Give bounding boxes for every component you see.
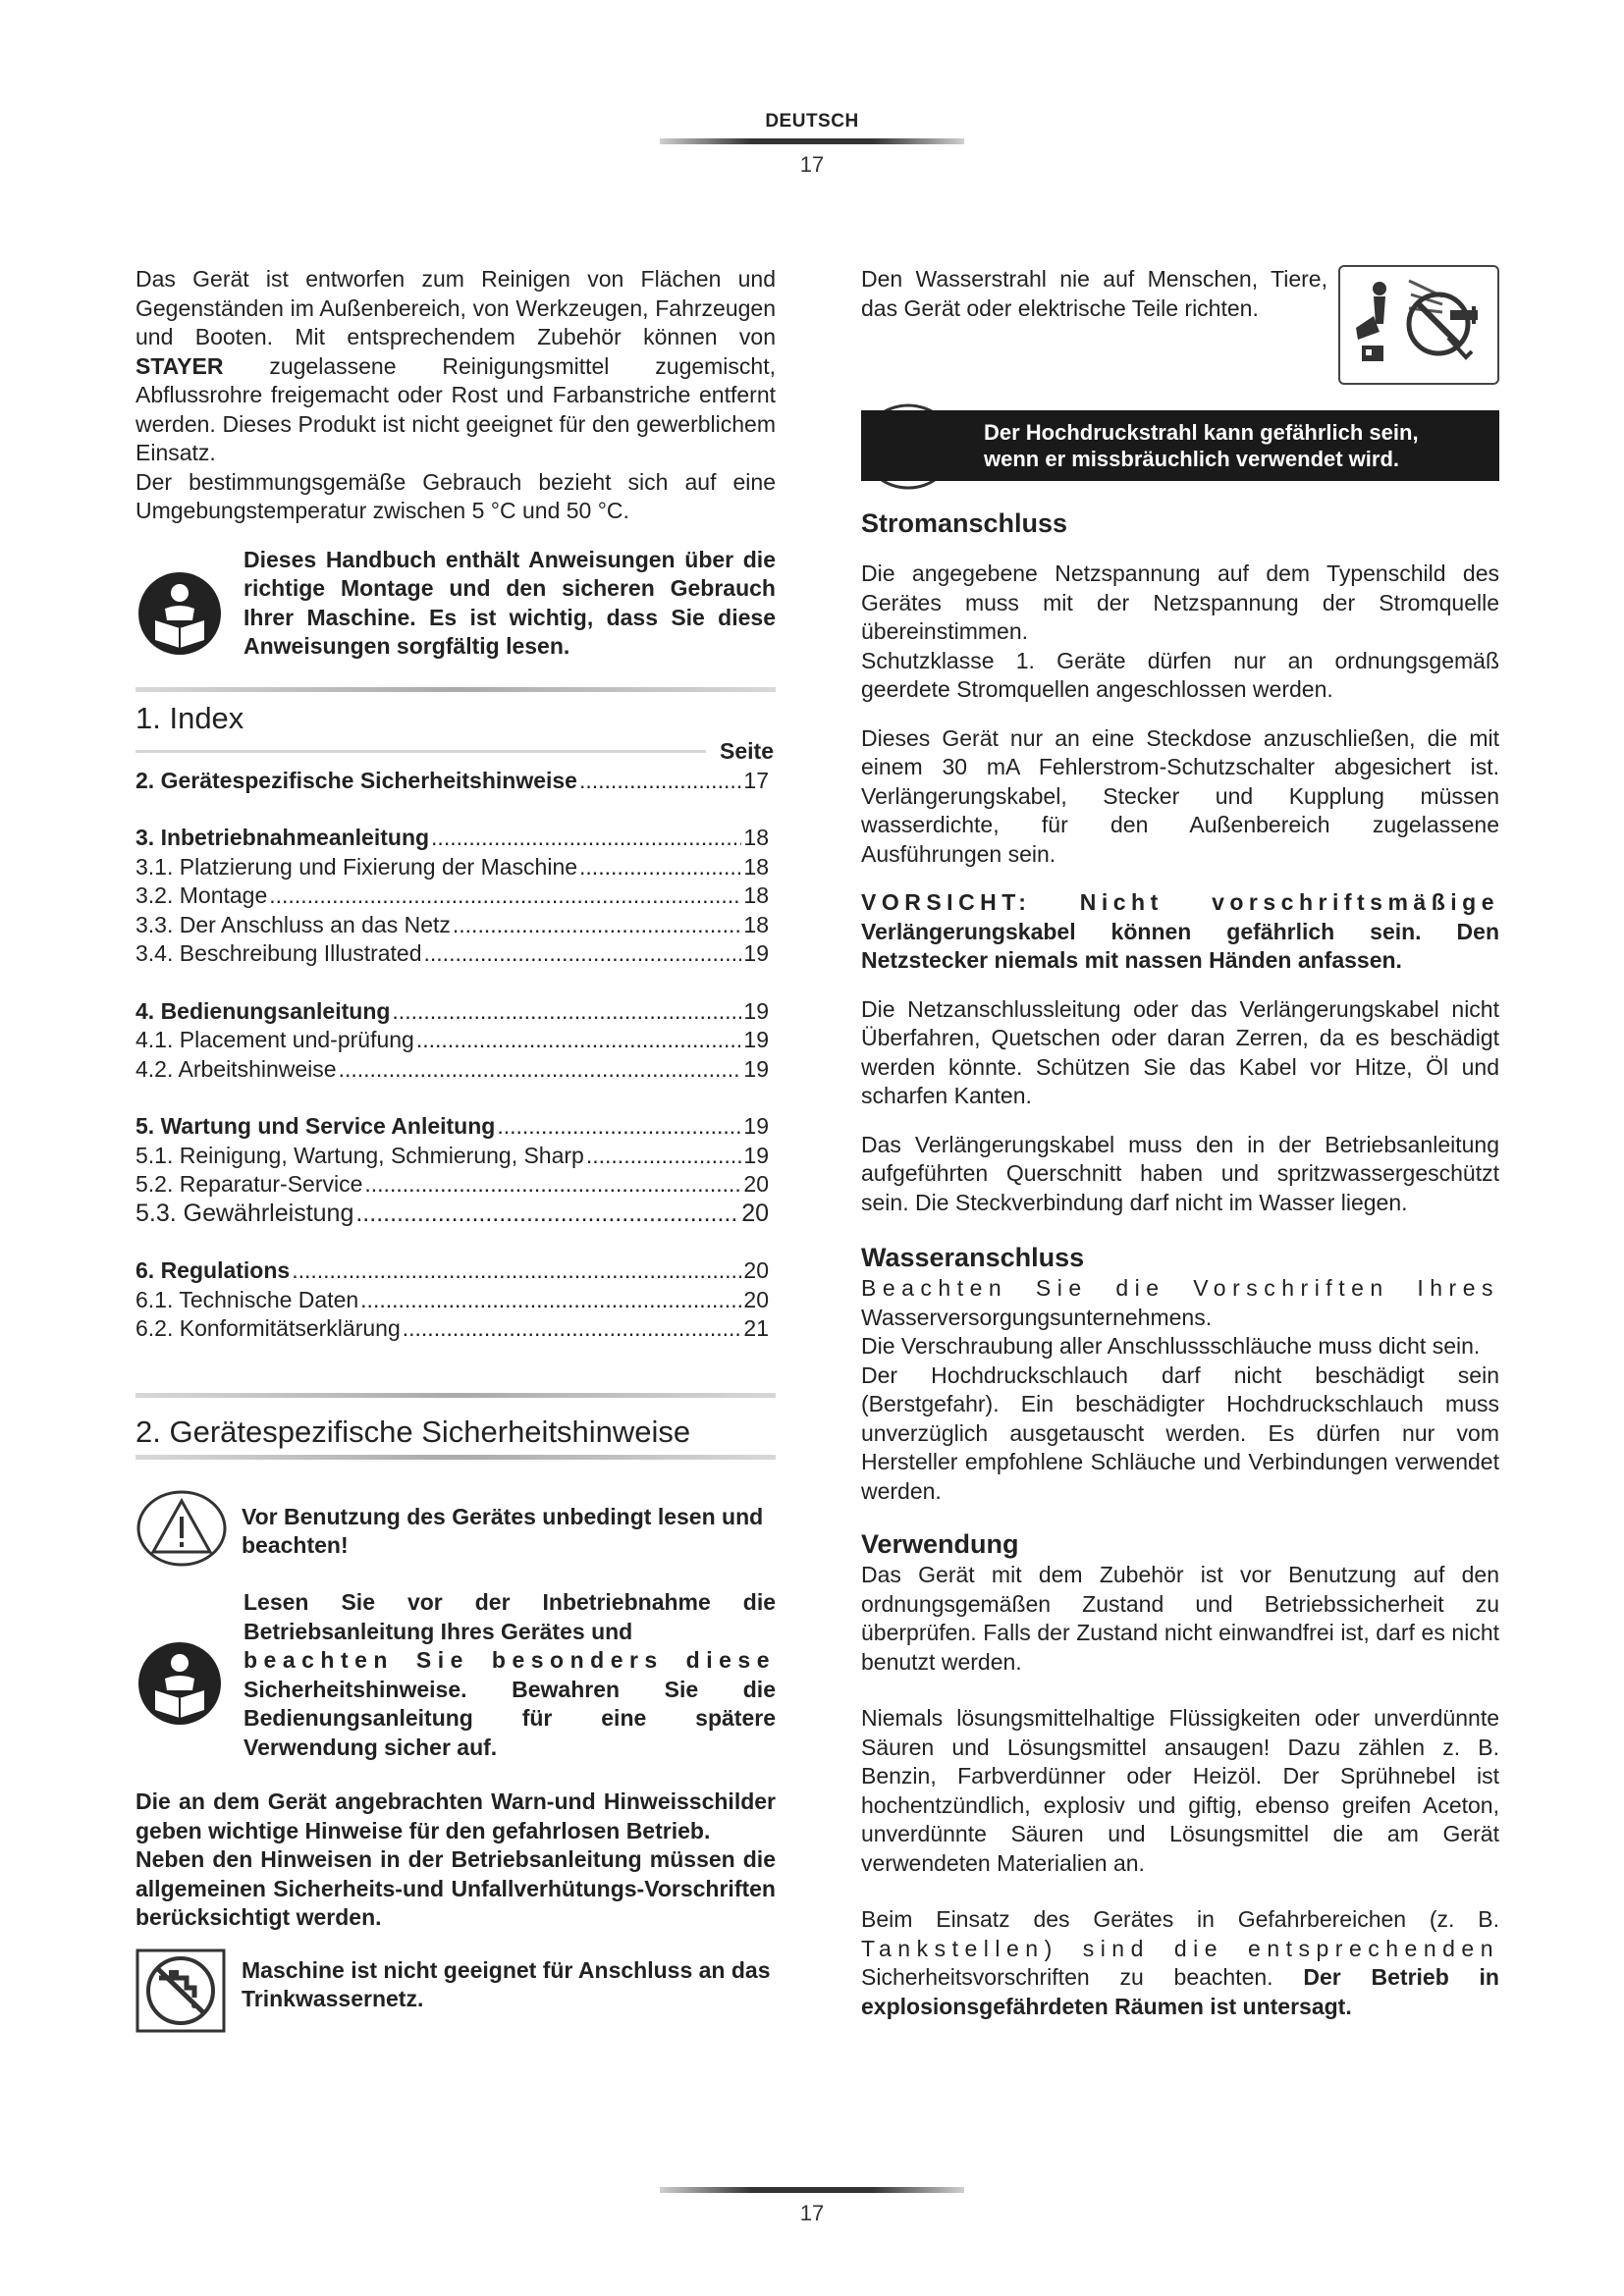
index-entry-label: 4. Bedienungsanleitung (135, 997, 391, 1024)
right-column (861, 265, 1499, 2021)
index-entry-label: 6.2. Konformitätserklärung (135, 1315, 401, 1341)
section2-title: 2. Gerätespezifische Sicherheitshinweise (135, 1414, 691, 1449)
index-title-underline (135, 750, 706, 753)
usage-paragraph-2: Niemals lösungsmittelhaltige Flüssigkeiten oder unverdünnte Säuren und Lösungsmittel ansaugen! Dazu zählen z. B. Benzin, Farbverdünner oder Heizöl. Der Sprühnebel ist hochentzündlich, explosiv und giftig, ebenso greifen Aceton, unverdünnte Säuren und Lösungsmittel die am Gerät verwendeten Materialien an. (861, 1705, 1499, 1876)
warning-note (135, 1489, 776, 1575)
warning-note-text: Vor Benutzung des Gerätes unbedingt lesen und beachten! (242, 1503, 764, 1558)
index-entry-page: 21 (743, 1315, 769, 1341)
index-entry (135, 1170, 769, 1200)
index-subheader (135, 737, 776, 767)
power-paragraph-2: Dieses Gerät nur an eine Steckdose anzuschließen, die mit einem 30 mA Fehlerstrom-Schutzschalter abgesichert ist. Verlängerungskabel, Stecker und Kupplung müssen wasserdichte, für den Außenbereich zugelassene Ausführungen sein. (861, 724, 1499, 867)
index-leader-dots (339, 1055, 742, 1085)
index-leader-dots (403, 1314, 742, 1344)
temperature-paragraph: Der bestimmungsgemäße Gebrauch bezieht sich auf eine Umgebungstemperatur zwischen 5 °C und 50 °C. (135, 468, 776, 523)
index-entry-label: 6.1. Technische Daten (135, 1286, 359, 1312)
warning-triangle-icon (135, 1489, 242, 1575)
header-page-number: 17 (799, 152, 825, 177)
page-header (0, 111, 1624, 178)
index-entry-label: 3.1. Platzierung und Fixierung der Maschine (135, 853, 578, 880)
header-rule (660, 138, 964, 144)
danger-line-2: wenn er missbräuchlich verwendet wird. (984, 447, 1400, 471)
index-entry (135, 997, 769, 1027)
read-instructions-text (244, 1588, 776, 1762)
caution-line-2: Verlängerungskabel können gefährlich sein. Den Netzstecker niemals mit nassen Händen anfassen. (861, 918, 1499, 973)
index-entry-label: 5.2. Reparatur-Service (135, 1171, 363, 1197)
language-label: DEUTSCH (765, 111, 859, 132)
danger-line-1: Der Hochdruckstrahl kann gefährlich sein, (984, 420, 1419, 445)
index-entry-label: 6. Regulations (135, 1257, 291, 1283)
footer-rule (660, 2187, 964, 2193)
brand-name: STAYER (135, 352, 224, 379)
usage-text-3d: Der Betrieb in explosionsgefährdeten Räumen ist untersagt. (861, 1964, 1499, 2019)
usage-text-3c: Sicherheitsvorschriften zu beachten. (861, 1964, 1304, 1990)
water-paragraph-1a: Beachten Sie die Vorschriften Ihres (861, 1275, 1499, 1301)
index-leader-dots (453, 911, 742, 940)
usage-paragraph-3b: Tankstellen) sind die entsprechenden (861, 1935, 1499, 1961)
index-entry-label: 5. Wartung und Service Anleitung (135, 1113, 496, 1139)
index-title: 1. Index (135, 701, 244, 735)
read-note-part-2: beachten Sie besonders diese (244, 1647, 776, 1673)
index-entry-page: 19 (743, 997, 769, 1024)
jet-warning-text: Den Wasserstrahl nie auf Menschen, Tiere, das Gerät oder elektrische Teile richten. (861, 266, 1327, 321)
index-leader-dots (586, 1142, 742, 1171)
index-group (135, 824, 769, 969)
index-leader-dots (364, 1170, 741, 1200)
intro-text-b: zugelassene Reinigungsmittel zugemischt, Abflussrohre freigemacht oder Rost und Farbanstriche entfernt werden. Dieses Produkt ist nicht geeignet für den gewerblichem Einsatz. (135, 352, 776, 465)
index-entry-page: 19 (743, 1027, 769, 1052)
index-group (135, 1112, 769, 1228)
usage-title: Verwendung (861, 1529, 1019, 1559)
index-entry-page: 20 (743, 1286, 769, 1312)
no-spray-icon (1338, 265, 1499, 385)
manual-note (135, 546, 776, 666)
index-leader-dots (360, 1286, 741, 1315)
index-entry-label: 5.3. Gewährleistung (135, 1199, 354, 1227)
index-list (135, 767, 769, 1344)
index-entry-page: 18 (743, 882, 769, 908)
index-entry (135, 1142, 769, 1171)
index-entry-label: 3. Inbetriebnahmeanleitung (135, 825, 430, 850)
section2-underline (135, 1455, 776, 1460)
index-entry-page: 20 (741, 1199, 769, 1227)
index-top-divider (135, 687, 776, 692)
index-entry (135, 1200, 769, 1229)
drinking-water-note (135, 1949, 776, 2041)
read-note-part-1: Lesen Sie vor der Inbetriebnahme die Betriebsanleitung Ihres Gerätes und (244, 1589, 776, 1644)
index-entry-label: 4.2. Arbeitshinweise (135, 1055, 337, 1082)
power-paragraph-1b: Schutzklasse 1. Geräte dürfen nur an ordnungsgemäß geerdete Stromquellen angeschlossen werden. (861, 647, 1499, 702)
danger-bar (861, 410, 1499, 481)
power-title: Stromanschluss (861, 508, 1068, 538)
intro-text-a: Das Gerät ist entworfen zum Reinigen von Flächen und Gegenständen im Außenbereich, von Werkzeugen, Fahrzeugen und Booten. Mit entsprechendem Zubehör können von (135, 266, 776, 349)
index-entry-label: 5.1. Reinigung, Wartung, Schmierung, Sharp (135, 1142, 584, 1168)
index-entry (135, 1286, 769, 1315)
power-paragraph-1: Die angegebene Netzspannung auf dem Typenschild des Gerätes muss mit der Netzspannung der Stromquelle übereinstimmen. (861, 561, 1499, 644)
index-entry (135, 1055, 769, 1085)
usage-paragraph-1: Das Gerät mit dem Zubehör ist vor Benutzung auf den ordnungsgemäßen Zustand und Betriebssicherheit zu überprüfen. Falls der Zustand nicht einwandfrei ist, darf es nicht benutzt werden. (861, 1562, 1499, 1675)
manual-note-text: Dieses Handbuch enthält Anweisungen über die richtige Montage und den sicheren Gebrauch Ihrer Maschine. Es ist wichtig, dass Sie diese Anweisungen sorgfältig lesen. (244, 546, 776, 659)
index-group (135, 1256, 769, 1344)
index-entry (135, 911, 769, 940)
no-drinking-water-icon (135, 1949, 242, 2041)
read-instructions-note (135, 1588, 776, 1762)
intro-paragraph (135, 265, 776, 468)
index-entry (135, 1026, 769, 1055)
left-column (135, 265, 776, 2040)
index-group (135, 997, 769, 1085)
usage-paragraph-3a: Beim Einsatz des Gerätes in Gefahrbereichen (z. B. (861, 1906, 1499, 1932)
index-entry (135, 1112, 769, 1142)
index-leader-dots (292, 1256, 741, 1286)
page-footer (0, 2181, 1624, 2226)
index-entry-page: 19 (743, 940, 769, 966)
index-entry (135, 767, 769, 796)
index-entry (135, 881, 769, 911)
water-title: Wasseranschluss (861, 1243, 1085, 1272)
index-leader-dots (579, 767, 741, 796)
index-entry-page: 20 (743, 1257, 769, 1283)
index-entry-page: 20 (743, 1171, 769, 1197)
drinking-water-text: Maschine ist nicht geeignet für Anschluss an das Trinkwassernetz. (242, 1956, 771, 2011)
index-entry-page: 18 (743, 853, 769, 880)
index-leader-dots (416, 1026, 742, 1055)
index-entry-page: 19 (743, 1113, 769, 1139)
warning-signs-paragraph: Die an dem Gerät angebrachten Warn-und Hinweisschilder geben wichtige Hinweise für den gefahrlosen Betrieb. (135, 1789, 776, 1843)
index-entry (135, 853, 769, 882)
index-entry-page: 19 (743, 1142, 769, 1168)
index-leader-dots (269, 881, 741, 911)
index-entry-page: 19 (743, 1055, 769, 1082)
caution-line-1: VORSICHT: Nicht vorschriftsmäßige (861, 889, 1499, 915)
water-paragraph-3: Der Hochdruckschlauch darf nicht beschädigt sein (Berstgefahr). Ein beschädigter Hochdruckschlauch muss unverzüglich ausgetauscht werden. Es dürfen nur vom Hersteller empfohlene Schläuche und Verbindungen verwendet werden. (861, 1362, 1499, 1504)
index-group (135, 767, 769, 796)
index-entry-page: 18 (743, 825, 769, 850)
index-entry-label: 4.1. Placement und-prüfung (135, 1027, 414, 1052)
water-paragraph-2: Die Verschraubung aller Anschlussschläuche muss dicht sein. (861, 1333, 1481, 1359)
index-leader-dots (424, 939, 742, 969)
index-entry-page: 17 (743, 767, 769, 793)
usage-paragraph-3c (861, 1963, 1499, 2021)
regulations-paragraph: Neben den Hinweisen in der Betriebsanleitung müssen die allgemeinen Sicherheits-und Unfallverhütungs-Vorschriften berücksichtigt werden. (135, 1846, 776, 1930)
index-entry (135, 1256, 769, 1286)
index-entry-label: 3.4. Beschreibung Illustrated (135, 940, 422, 966)
index-entry-label: 2. Gerätespezifische Sicherheitshinweise (135, 767, 577, 793)
index-entry-label: 3.2. Montage (135, 882, 268, 908)
index-entry-label: 3.3. Der Anschluss an das Netz (135, 911, 451, 937)
power-paragraph-3: Die Netzanschlussleitung oder das Verlängerungskabel nicht Überfahren, Quetschen oder daran Zerren, da es beschädigt werden könnte. Schützen Sie das Kabel vor Hitze, Öl und scharfen Kanten. (861, 995, 1499, 1108)
index-entry (135, 939, 769, 969)
power-paragraph-4: Das Verlängerungskabel muss den in der Betriebsanleitung aufgeführten Querschnitt haben und spritzwassergeschützt sein. Die Steckverbindung darf nicht im Wasser liegen. (861, 1131, 1499, 1215)
index-leader-dots (355, 1200, 739, 1229)
jet-warning (861, 265, 1499, 385)
index-entry (135, 1314, 769, 1344)
read-note-part-3: Sicherheitshinweise. Bewahren Sie die Bedienungsanleitung für eine spätere Verwendung sicher auf. (244, 1676, 776, 1760)
index-leader-dots (431, 824, 741, 853)
index-page-header: Seite (720, 738, 774, 764)
index-entry-page: 18 (743, 911, 769, 937)
index-leader-dots (392, 997, 741, 1027)
index-entry (135, 824, 769, 853)
danger-banner (861, 402, 1499, 514)
footer-page-number: 17 (799, 2201, 825, 2225)
section2-top-divider (135, 1393, 776, 1398)
index-leader-dots (579, 853, 741, 882)
index-leader-dots (497, 1112, 741, 1142)
water-paragraph-1b: Wasserversorgungsunternehmens. (861, 1304, 1213, 1330)
read-manual-icon (135, 546, 244, 666)
read-manual-icon (135, 1588, 244, 1735)
